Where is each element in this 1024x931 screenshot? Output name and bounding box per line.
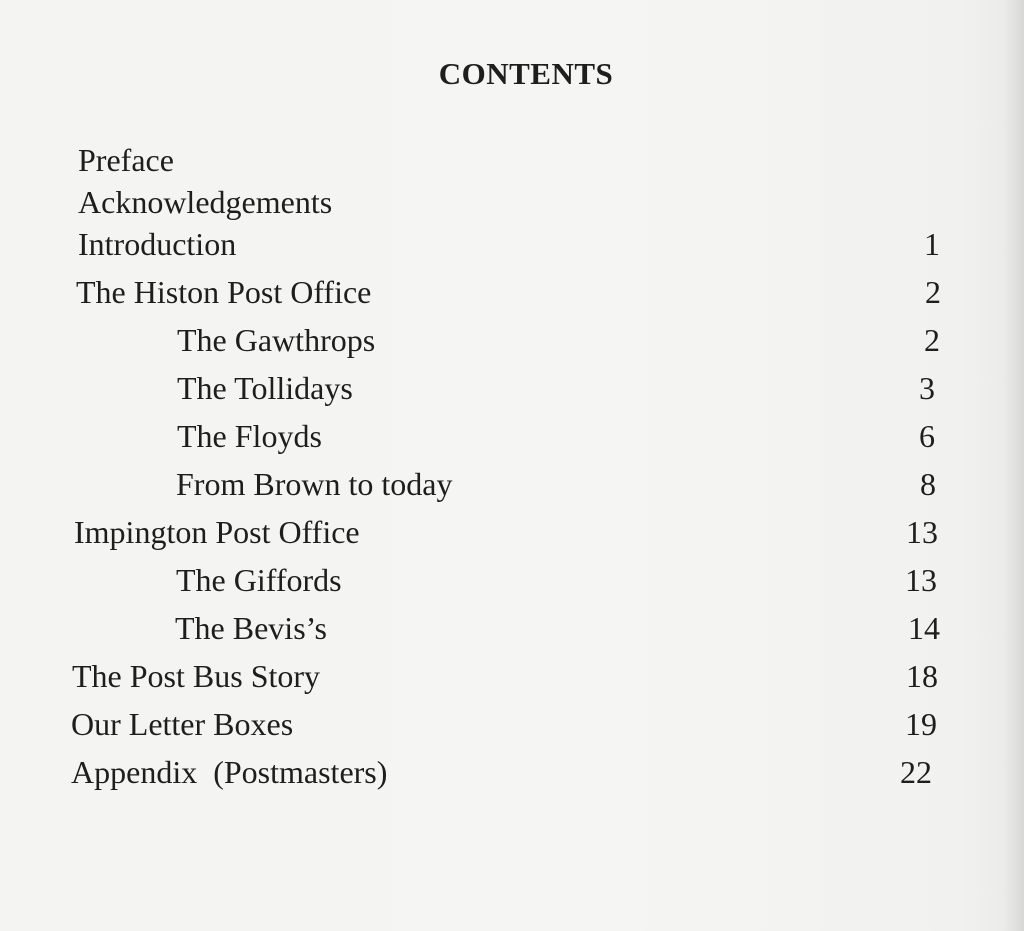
- toc-entry-page: 19: [905, 706, 937, 742]
- toc-entry-gawthrops: [0, 322, 1024, 362]
- toc-entry-giffords: [0, 562, 1024, 602]
- toc-entry-introduction: [0, 226, 1024, 266]
- toc-entry-preface: [0, 142, 1024, 182]
- toc-entry-page: 1: [924, 226, 940, 262]
- toc-entry-title: Our Letter Boxes: [71, 706, 294, 742]
- toc-entry-title: From Brown to today: [176, 466, 453, 502]
- toc-entry-appendix: [0, 754, 1024, 794]
- toc-entry-page: 13: [905, 562, 937, 598]
- toc-entry-page: 6: [919, 418, 935, 454]
- toc-entry-title: The Floyds: [177, 418, 322, 454]
- contents-heading: CONTENTS: [438, 56, 614, 91]
- toc-entry-page: 8: [920, 466, 936, 502]
- toc-entry-title: The Gawthrops: [177, 322, 376, 358]
- toc-entry-histon-post-office: [0, 274, 1024, 314]
- toc-entry-title: The Bevis’s: [175, 610, 327, 646]
- toc-entry-impington-post-office: [0, 514, 1024, 554]
- toc-entry-title: Impington Post Office: [74, 514, 360, 550]
- toc-entry-title: Appendix (Postmasters): [71, 754, 388, 790]
- toc-entry-brown-to-today: [0, 466, 1024, 506]
- toc-entry-page: 14: [908, 610, 940, 646]
- toc-entry-page: 22: [900, 754, 932, 790]
- toc-entry-tollidays: [0, 370, 1024, 410]
- toc-entry-page: 2: [924, 322, 940, 358]
- toc-entry-title: The Post Bus Story: [72, 658, 321, 694]
- toc-entry-page: 18: [906, 658, 938, 694]
- toc-entry-acknowledgements: [0, 184, 1024, 224]
- toc-entry-title: Introduction: [78, 226, 237, 262]
- toc-entry-letter-boxes: [0, 706, 1024, 746]
- toc-entry-title: Acknowledgements: [78, 184, 333, 220]
- toc-entry-title: Preface: [78, 142, 174, 178]
- toc-entry-title: The Histon Post Office: [76, 274, 372, 310]
- toc-entry-title: The Giffords: [176, 562, 342, 598]
- toc-entry-title: The Tollidays: [177, 370, 353, 406]
- toc-entry-floyds: [0, 418, 1024, 458]
- toc-entry-page: 13: [906, 514, 938, 550]
- toc-entry-page: 2: [925, 274, 941, 310]
- toc-entry-post-bus-story: [0, 658, 1024, 698]
- toc-entry-bevis: [0, 610, 1024, 650]
- toc-entry-page: 3: [919, 370, 935, 406]
